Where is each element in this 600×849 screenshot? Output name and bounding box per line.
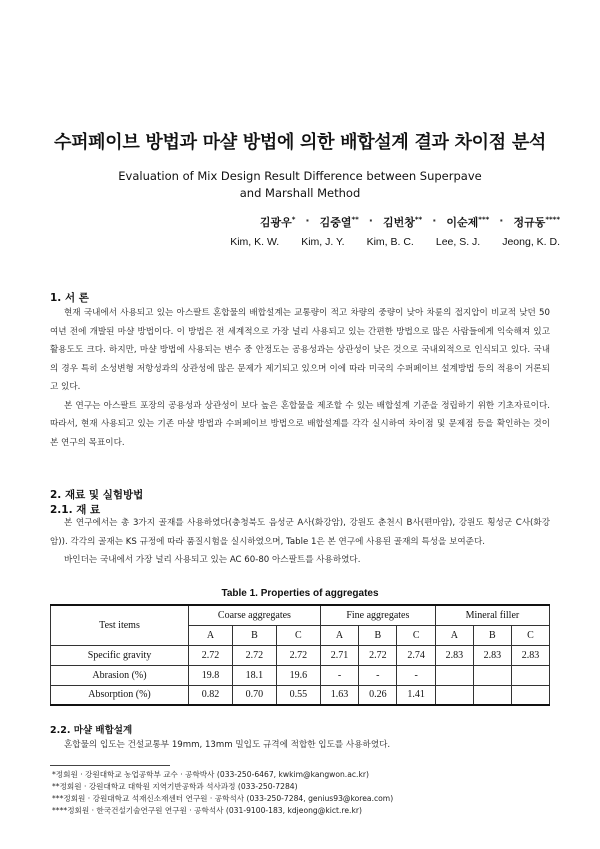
table-subcol: C [397, 625, 435, 645]
table-row [51, 685, 550, 705]
table-row-header: Test items [51, 605, 189, 645]
author-en-3: Kim, B. C. [366, 236, 414, 248]
table-cell: 0.26 [359, 685, 397, 705]
table-cell: 19.8 [189, 665, 233, 685]
table-cell [473, 665, 511, 685]
author-ko-2: 김중열** [319, 215, 359, 229]
aggregate-properties-table [50, 604, 550, 706]
footnote-1: *정회원 · 강원대학교 농업공학부 교수 · 공학박사 (033-250-6467, kwkim@kangwon.ac.kr) [52, 770, 369, 779]
paper-title-english [0, 168, 600, 202]
section-2-2-body [50, 736, 550, 755]
table-1-title: Table 1. Properties of aggregates [221, 588, 379, 599]
table-subcol: B [359, 625, 397, 645]
footnote-4: ****정회원 · 한국건설기술연구원 연구원 · 공학석사 (031-9100-183, kdjeong@kict.re.kr) [52, 806, 362, 815]
table-row-label: Specific gravity [51, 645, 189, 665]
section-2-1-paragraph-2: 바인더는 국내에서 가장 널리 사용되고 있는 AC 60-80 아스팔트를 사용하였다. [64, 555, 361, 565]
table-header-row [51, 605, 550, 625]
table-group-header: Mineral filler [435, 605, 549, 625]
paper-title-korean: 수퍼페이브 방법과 마샬 방법에 의한 배합설계 결과 차이점 분석 [53, 132, 547, 153]
author-en-5: Jeong, K. D. [502, 236, 560, 248]
section-1-body [50, 304, 550, 452]
table-cell: 2.72 [232, 645, 276, 665]
author-ko-5: 정규동**** [513, 215, 560, 229]
title-en-line-1: Evaluation of Mix Design Result Difference between Superpave [118, 169, 482, 183]
author-separator: · [305, 214, 310, 227]
table-row-label: Abrasion (%) [51, 665, 189, 685]
author-en-2: Kim, J. Y. [301, 236, 345, 248]
table-cell: 0.55 [276, 685, 320, 705]
table-row [51, 665, 550, 685]
table-subcol: B [473, 625, 511, 645]
table-row [51, 645, 550, 665]
footnotes [52, 769, 393, 817]
author-separator: · [432, 214, 437, 227]
authors-korean [160, 214, 560, 230]
table-group-header: Coarse aggregates [189, 605, 321, 625]
author-ko-4: 이순제*** [446, 215, 490, 229]
section-2-1-heading: 2.1. 재 료 [50, 504, 101, 516]
table-subcol: C [511, 625, 549, 645]
table-cell: 2.71 [320, 645, 358, 665]
table-cell [511, 665, 549, 685]
table-cell: 19.6 [276, 665, 320, 685]
table-subcol: C [276, 625, 320, 645]
table-cell: - [320, 665, 358, 685]
table-group-header: Fine aggregates [320, 605, 435, 625]
table-row-label: Absorption (%) [51, 685, 189, 705]
footnote-2: **정회원 · 강원대학교 대학원 지역기반공학과 석사과정 (033-250-7284) [52, 782, 298, 791]
authors-english [160, 236, 560, 248]
table-cell: 2.83 [473, 645, 511, 665]
table-subcol: B [232, 625, 276, 645]
section-2-heading: 2. 재료 및 실험방법 [50, 489, 144, 501]
author-separator: · [499, 214, 504, 227]
table-cell: 0.70 [232, 685, 276, 705]
author-ko-1: 김광우* [259, 215, 296, 229]
table-cell [473, 685, 511, 705]
table-cell [435, 685, 473, 705]
section-2-1-body [50, 514, 550, 570]
table-cell: 1.41 [397, 685, 435, 705]
table-cell: 2.72 [189, 645, 233, 665]
section-1-paragraph-2: 본 연구는 아스팔트 포장의 공용성과 상관성이 보다 높은 혼합물을 제조할 수 있는 배합설계 기준을 정립하기 위한 기초자료이다. 따라서, 현재 사용되고 있는 기존 마샬 방법과 수퍼페이브 방법으로 배합설계를 각각 실시하여 차이점 및 문제점 등을 확인하는 것이 본 연구의 목표이다. [50, 400, 550, 448]
section-1-paragraph-1: 현재 국내에서 사용되고 있는 아스팔트 혼합물의 배합설계는 교통량이 적고 차량의 중량이 낮아 차륜의 접지압이 비교적 낮던 50여년 전에 개발된 마샬 방법이다. 이 방법은 전 세계적으로 가장 널리 사용되고 있는 간편한 방법으로 많은 사람들에게 익숙해져 있고 활용도도 크다. 하지만, 마샬 방법에 사용되는 변수 중 안정도는 공용성과는 상관성이 낮은 것으로 국내외적으로 인식되고 있다. 국내의 경우 특히 소성변형 저항성과의 상관성에 많은 문제가 제기되고 있으며 이에 따라 미국의 수퍼페이브 설계방법 등의 적용이 거론되고 있다. [50, 308, 550, 392]
table-cell [435, 665, 473, 685]
section-2-2-paragraph-1: 혼합물의 입도는 건설교통부 19mm, 13mm 밀입도 규격에 적합한 입도를 사용하였다. [64, 740, 391, 750]
author-en-4: Lee, S. J. [435, 236, 481, 248]
footnote-3: ***정회원 · 강원대학교 석재신소재센터 연구원 · 공학석사 (033-250-7284, genius93@korea.com) [52, 794, 394, 803]
table-cell: 1.63 [320, 685, 358, 705]
table-subcol: A [189, 625, 233, 645]
author-ko-3: 김번창** [382, 215, 423, 229]
table-cell: 2.83 [511, 645, 549, 665]
title-en-line-2: and Marshall Method [239, 186, 361, 200]
table-cell: 0.82 [189, 685, 233, 705]
footnote-divider [50, 765, 170, 766]
table-cell: 18.1 [232, 665, 276, 685]
section-1-heading: 1. 서 론 [50, 292, 89, 304]
table-subcol: A [320, 625, 358, 645]
table-cell [511, 685, 549, 705]
table-cell: 2.72 [359, 645, 397, 665]
table-subcol: A [435, 625, 473, 645]
section-2-1-paragraph-1: 본 연구에서는 총 3가지 골재를 사용하였다(충청북도 음성군 A사(화강암), 강원도 춘천시 B사(편마암), 강원도 횡성군 C사(화강암)). 각각의 골재는 KS 규정에 따라 품질시험을 실시하였으며, Table 1은 본 연구에 사용된 골재의 특성을 보여준다. [50, 518, 550, 547]
table-cell: 2.72 [276, 645, 320, 665]
author-en-1: Kim, K. W. [230, 236, 280, 248]
section-2-2-heading: 2.2. 마샬 배합설계 [50, 725, 133, 736]
table-cell: 2.83 [435, 645, 473, 665]
author-separator: · [368, 214, 373, 227]
table-cell: - [359, 665, 397, 685]
table-cell: 2.74 [397, 645, 435, 665]
table-cell: - [397, 665, 435, 685]
